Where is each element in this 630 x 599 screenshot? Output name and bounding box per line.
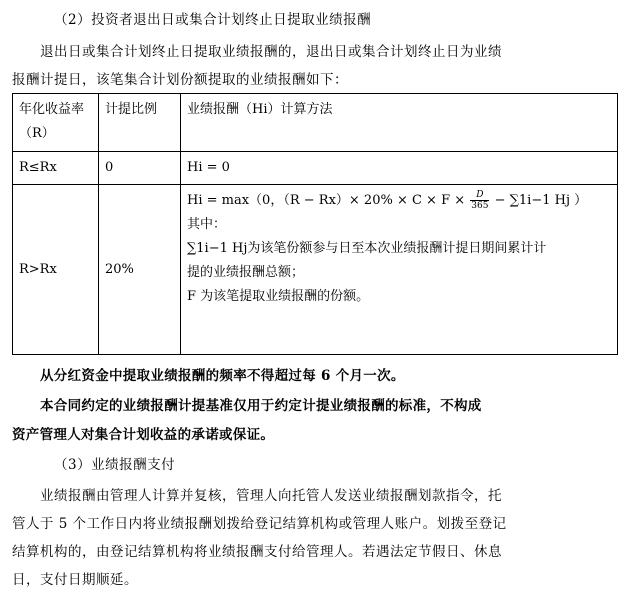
fee-formula: Hi = max（0，（R − Rx）× 20% × C × F × $\frac{D}{365}$ − ∑1i−1 Hj ）	[187, 190, 588, 211]
row1-condition: R≤Rx	[13, 152, 99, 185]
bold-paragraph-benchmark-line2: 资产管理人对集合计划收益的承诺或保证。	[12, 427, 275, 443]
section2-heading: （2）投资者退出日或集合计划终止日提取业绩报酬	[54, 12, 372, 28]
section3-line2: 管人于 5 个工作日内将业绩报酬划拨给登记结算机构或管理人账户。划拨至登记	[12, 516, 507, 532]
bold-paragraph-benchmark-line1: 本合同约定的业绩报酬计提基准仅用于约定计提业绩报酬的标准，不构成	[40, 398, 482, 414]
section3-heading: （3）业绩报酬支付	[54, 457, 176, 473]
performance-fee-table	[12, 93, 618, 355]
section3-line3: 结算机构的，由登记结算机构将业绩报酬支付给管理人。若遇法定节假日、休息	[12, 544, 502, 560]
row2-method	[181, 185, 618, 355]
sum-description-line1: ∑1i−1 Hj为该笔份额参与日至本次业绩报酬计提日期间累计计	[187, 241, 547, 256]
header-accrual-ratio: 计提比例	[99, 94, 181, 152]
row1-method: Hi = 0	[181, 152, 618, 185]
header-calculation-method: 业绩报酬（Hi）计算方法	[181, 94, 618, 152]
days-fraction: $\frac{D}{365}$	[471, 190, 489, 211]
row1-ratio: 0	[99, 152, 181, 185]
table-row	[13, 185, 618, 355]
header-annualized-return: 年化收益率 （R）	[13, 94, 99, 152]
row2-condition: R>Rx	[13, 185, 99, 355]
f-description: F 为该笔提取业绩报酬的份额。	[187, 289, 370, 304]
where-label: 其中：	[187, 217, 227, 232]
section2-paragraph-line2: 报酬计提日，该笔集合计划份额提取的业绩报酬如下：	[12, 72, 348, 88]
section2-paragraph-line1: 退出日或集合计划终止日提取业绩报酬的，退出日或集合计划终止日为业绩	[40, 44, 502, 60]
row2-ratio: 20%	[99, 185, 181, 355]
table-header-row	[13, 94, 618, 152]
section3-line1: 业绩报酬由管理人计算并复核，管理人向托管人发送业绩报酬划款指令，托	[40, 488, 502, 504]
sum-description-line2: 提的业绩报酬总额；	[187, 265, 305, 280]
bold-paragraph-frequency: 从分红资金中提取业绩报酬的频率不得超过每 6 个月一次。	[40, 368, 405, 384]
section3-line4: 日，支付日期顺延。	[12, 572, 138, 588]
table-row	[13, 152, 618, 185]
